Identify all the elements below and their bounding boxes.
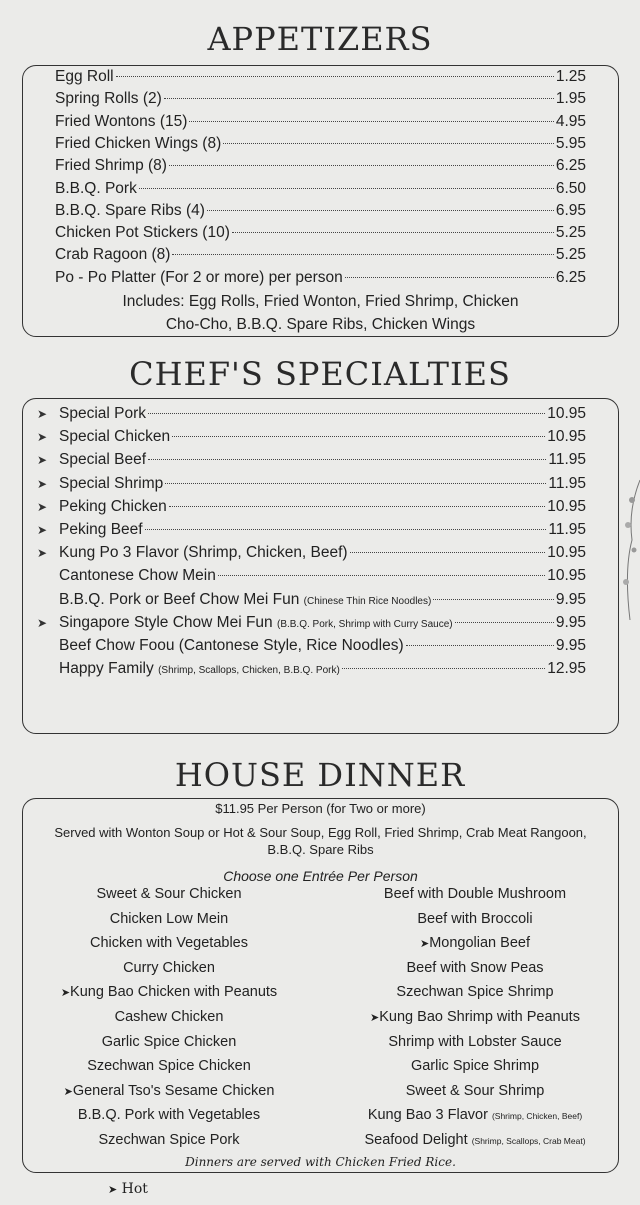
menu-item-name: [55, 90, 162, 108]
menu-item-row: [37, 637, 586, 659]
menu-item-price: 11.95: [548, 521, 586, 538]
dot-leader: [172, 253, 553, 255]
dish-note: (Shrimp, Chicken, Beef): [491, 1111, 583, 1122]
house-dinner-dish: [326, 1132, 624, 1148]
menu-item-row: [37, 567, 586, 589]
house-dinner-dish: [326, 1009, 624, 1025]
dish-name: Mongolian Beef: [429, 935, 530, 952]
menu-item-name: [59, 521, 143, 539]
house-dinner-dish: [20, 1009, 318, 1025]
menu-item-price: 5.25: [555, 246, 586, 264]
menu-item-row: [55, 113, 586, 135]
house-dinner-dish: [20, 911, 318, 927]
specialties-box: [22, 398, 619, 734]
chili-pepper-icon: ➤: [60, 987, 71, 1000]
dish-name: Sweet & Sour Shrimp: [405, 1082, 545, 1099]
menu-item-name: [59, 544, 348, 562]
menu-item-name-text: Peking Beef: [59, 521, 143, 538]
menu-item-name: [59, 637, 404, 655]
dish-name: Szechwan Spice Shrimp: [396, 984, 554, 1001]
dot-leader: [169, 164, 554, 166]
dot-leader: [223, 142, 554, 144]
menu-item-name-text: Special Chicken: [59, 428, 171, 446]
menu-item-name-text: Beef Chow Foou (Cantonese Style, Rice Noodles): [59, 637, 404, 654]
dot-leader: [406, 644, 554, 646]
menu-item-row: [37, 660, 586, 682]
menu-item-name: [59, 498, 167, 516]
menu-item-name-text: B.B.Q. Pork or Beef Chow Mei Fun: [59, 590, 300, 608]
menu-item-price: 11.95: [548, 451, 586, 469]
menu-item-price: 6.25: [555, 157, 586, 175]
menu-item-name: [55, 113, 187, 131]
dish-name: Kung Bao Chicken with Peanuts: [70, 984, 278, 1001]
includes-line-2: Cho-Cho, B.B.Q. Spare Ribs, Chicken Wings: [165, 316, 476, 333]
chili-pepper-icon: ➤: [37, 453, 48, 468]
house-dinner-dish: [326, 1034, 624, 1050]
dot-leader: [342, 667, 545, 669]
dot-leader: [189, 120, 553, 122]
menu-item-name: [55, 224, 230, 242]
menu-item-price: 6.50: [555, 179, 586, 197]
appetizers-box: [22, 65, 619, 337]
dish-name: Kung Bao Shrimp with Peanuts: [379, 1009, 580, 1025]
menu-item-name-text: Crab Ragoon (8): [55, 246, 171, 264]
house-dinner-dish: [326, 960, 624, 976]
dot-leader: [218, 574, 545, 576]
menu-item-row: [37, 521, 586, 543]
menu-item-row: [37, 498, 586, 520]
menu-item-name: [55, 157, 167, 175]
dot-leader: [145, 528, 547, 530]
menu-item-name-text: Special Shrimp: [59, 474, 164, 492]
house-dinner-box: [22, 798, 619, 1173]
dot-leader: [232, 231, 554, 233]
house-dinner-dish: [326, 984, 624, 1000]
menu-item-price: 11.95: [548, 474, 586, 492]
chili-pepper-icon: ➤: [37, 523, 48, 537]
dish-name: Cashew Chicken: [114, 1009, 224, 1025]
dot-leader: [350, 551, 546, 553]
menu-item-name: [59, 405, 146, 423]
chili-pepper-icon: ➤: [370, 1012, 380, 1024]
menu-item-name-text: Po - Po Platter (For 2 or more) per person: [55, 268, 343, 286]
dot-leader: [169, 505, 546, 507]
menu-item-name-text: Special Pork: [59, 405, 147, 422]
includes-line-1: Includes: Egg Rolls, Fried Wonton, Fried Shrimp, Chicken: [122, 293, 519, 310]
dish-name: Chicken with Vegetables: [90, 935, 248, 952]
menu-item-name-text: Fried Wontons (15): [55, 112, 188, 130]
menu-item-name: [55, 246, 170, 264]
menu-item-price: 5.25: [555, 224, 586, 242]
menu-item-name-text: Cantonese Chow Mein: [59, 567, 216, 585]
dish-name: B.B.Q. Pork with Vegetables: [77, 1107, 261, 1124]
dot-leader: [172, 435, 545, 437]
chili-pepper-icon: ➤: [37, 430, 48, 445]
chili-pepper-icon: ➤: [37, 499, 48, 514]
house-dinner-dish: [20, 960, 318, 976]
dish-name: Beef with Snow Peas: [406, 959, 544, 976]
dot-leader: [148, 412, 545, 414]
house-dinner-dish: [326, 1083, 624, 1099]
menu-item-row: [37, 614, 586, 636]
menu-item-name-text: Chicken Pot Stickers (10): [55, 224, 230, 242]
dish-name: Beef with Double Mushroom: [383, 886, 567, 902]
menu-item-note: (Chinese Thin Rice Noodles): [303, 595, 432, 607]
house-dinner-dish: [20, 935, 318, 951]
menu-item-name-text: Peking Chicken: [59, 497, 167, 515]
fried-rice-note: Dinners are served with Chicken Fried Rice.: [185, 1155, 456, 1169]
dot-leader: [207, 209, 554, 211]
house-dinner-dish: [20, 1034, 318, 1050]
served-with-line-2: B.B.Q. Spare Ribs: [267, 842, 374, 857]
dish-name: Kung Bao 3 Flavor: [367, 1107, 488, 1124]
menu-item-name: [55, 202, 205, 220]
house-dinner-dish: [20, 1107, 318, 1123]
menu-item-row: [55, 157, 586, 179]
chili-pepper-icon: ➤: [420, 938, 430, 951]
house-dinner-dish: [20, 1132, 318, 1148]
menu-item-name: [59, 475, 163, 493]
menu-item-row: [37, 475, 586, 497]
menu-item-price: 6.25: [555, 268, 586, 286]
hot-legend-label: Hot: [121, 1181, 148, 1197]
menu-item-price: 1.25: [555, 68, 586, 85]
dot-leader: [116, 75, 554, 77]
menu-item-price: 9.95: [555, 637, 586, 654]
branch-decoration-icon: [618, 470, 640, 630]
dish-name: Beef with Broccoli: [417, 910, 533, 927]
menu-item-name: [59, 591, 431, 609]
house-dinner-dish: [20, 1083, 318, 1099]
dish-name: Curry Chicken: [123, 959, 215, 976]
hot-legend: [108, 1181, 148, 1197]
appetizers-title: APPETIZERS: [207, 20, 433, 58]
house-dinner-dish: [20, 1058, 318, 1074]
dot-leader: [164, 97, 554, 99]
dish-name: Szechwan Spice Chicken: [87, 1058, 251, 1075]
dish-name: Sweet & Sour Chicken: [96, 886, 242, 902]
dish-name: Szechwan Spice Pork: [98, 1132, 240, 1148]
dot-leader: [139, 187, 554, 189]
dish-name: Shrimp with Lobster Sauce: [388, 1033, 562, 1050]
chili-pepper-icon: ➤: [37, 615, 48, 630]
menu-item-row: [37, 405, 586, 427]
menu-item-name: [59, 567, 216, 585]
menu-item-price: 10.95: [547, 544, 586, 562]
house-dinner-dish: [20, 886, 318, 902]
menu-item-row: [55, 90, 586, 112]
chili-pepper-icon: ➤: [108, 1183, 118, 1196]
menu-item-name: [59, 660, 340, 678]
dish-name: Chicken Low Mein: [109, 910, 229, 927]
dot-leader: [148, 458, 546, 460]
served-with-line-1: Served with Wonton Soup or Hot & Sour Soup, Egg Roll, Fried Shrimp, Crab Meat Rangoon,: [54, 825, 587, 840]
chili-pepper-icon: ➤: [63, 1085, 73, 1098]
menu-item-note: (Shrimp, Scallops, Chicken, B.B.Q. Pork): [158, 665, 340, 677]
menu-item-price: 10.95: [547, 497, 586, 515]
chili-pepper-icon: ➤: [37, 407, 48, 421]
house-dinner-dish: [20, 984, 318, 1000]
house-dinner-price: $11.95 Per Person (for Two or more): [215, 801, 426, 816]
house-dinner-dish: [326, 886, 624, 902]
menu-item-name: [59, 428, 170, 446]
house-dinner-dish: [326, 1058, 624, 1074]
dish-note: (Shrimp, Scallops, Crab Meat): [471, 1136, 586, 1146]
menu-item-row: [55, 269, 586, 291]
menu-item-price: 10.95: [547, 567, 586, 585]
menu-item-name-text: Special Beef: [59, 451, 147, 469]
menu-item-row: [37, 591, 586, 613]
menu-item-row: [55, 180, 586, 202]
menu-item-name-text: Kung Po 3 Flavor (Shrimp, Chicken, Beef): [59, 544, 348, 562]
menu-item-name-text: Singapore Style Chow Mei Fun: [59, 613, 273, 631]
dot-leader: [433, 598, 554, 600]
menu-item-name: [59, 451, 146, 469]
dish-name: Garlic Spice Chicken: [101, 1033, 237, 1050]
menu-item-note: (B.B.Q. Pork, Shrimp with Curry Sauce): [276, 618, 453, 630]
menu-item-row: [55, 135, 586, 157]
menu-item-price: 10.95: [547, 405, 586, 422]
menu-item-name-text: Fried Chicken Wings (8): [55, 134, 222, 152]
menu-item-name-text: B.B.Q. Spare Ribs (4): [55, 201, 205, 219]
menu-item-price: 6.95: [555, 201, 586, 219]
menu-item-name: [55, 135, 221, 153]
menu-item-name: [59, 614, 453, 632]
menu-item-row: [37, 451, 586, 473]
menu-item-name-text: Spring Rolls (2): [55, 90, 162, 108]
dish-name: Garlic Spice Shrimp: [410, 1058, 540, 1075]
menu-item-price: 9.95: [555, 590, 586, 608]
menu-item-name-text: Fried Shrimp (8): [55, 157, 167, 175]
menu-item-row: [37, 428, 586, 450]
house-dinner-dish: [326, 935, 624, 951]
house-dinner-dish: [326, 911, 624, 927]
chili-pepper-icon: ➤: [37, 476, 48, 491]
menu-item-price: 9.95: [555, 613, 586, 631]
menu-item-row: [55, 224, 586, 246]
menu-item-price: 1.95: [555, 90, 586, 108]
menu-item-name: [55, 68, 114, 86]
menu-item-name: [55, 269, 343, 287]
dot-leader: [165, 482, 546, 484]
menu-item-name-text: Egg Roll: [55, 68, 114, 85]
menu-item-price: 4.95: [555, 112, 586, 130]
dish-name: General Tso's Sesame Chicken: [72, 1082, 275, 1099]
menu-item-row: [37, 544, 586, 566]
menu-item-name: [55, 180, 137, 198]
specialties-title: CHEF'S SPECIALTIES: [129, 355, 511, 393]
menu-item-row: [55, 202, 586, 224]
menu-item-name-text: B.B.Q. Pork: [55, 179, 137, 197]
menu-item-row: [55, 68, 586, 90]
chili-pepper-icon: ➤: [37, 546, 48, 561]
choose-entree-label: Choose one Entrée Per Person: [223, 868, 418, 884]
menu-item-price: 10.95: [547, 428, 586, 446]
menu-item-price: 5.95: [555, 134, 586, 152]
menu-item-row: [55, 246, 586, 268]
dot-leader: [345, 276, 554, 278]
dot-leader: [455, 621, 554, 623]
house-dinner-title: HOUSE DINNER: [174, 756, 466, 794]
house-dinner-dish: [326, 1107, 624, 1123]
menu-item-name-text: Happy Family: [59, 660, 154, 678]
dish-name: Seafood Delight: [364, 1132, 468, 1148]
menu-item-price: 12.95: [547, 660, 586, 678]
